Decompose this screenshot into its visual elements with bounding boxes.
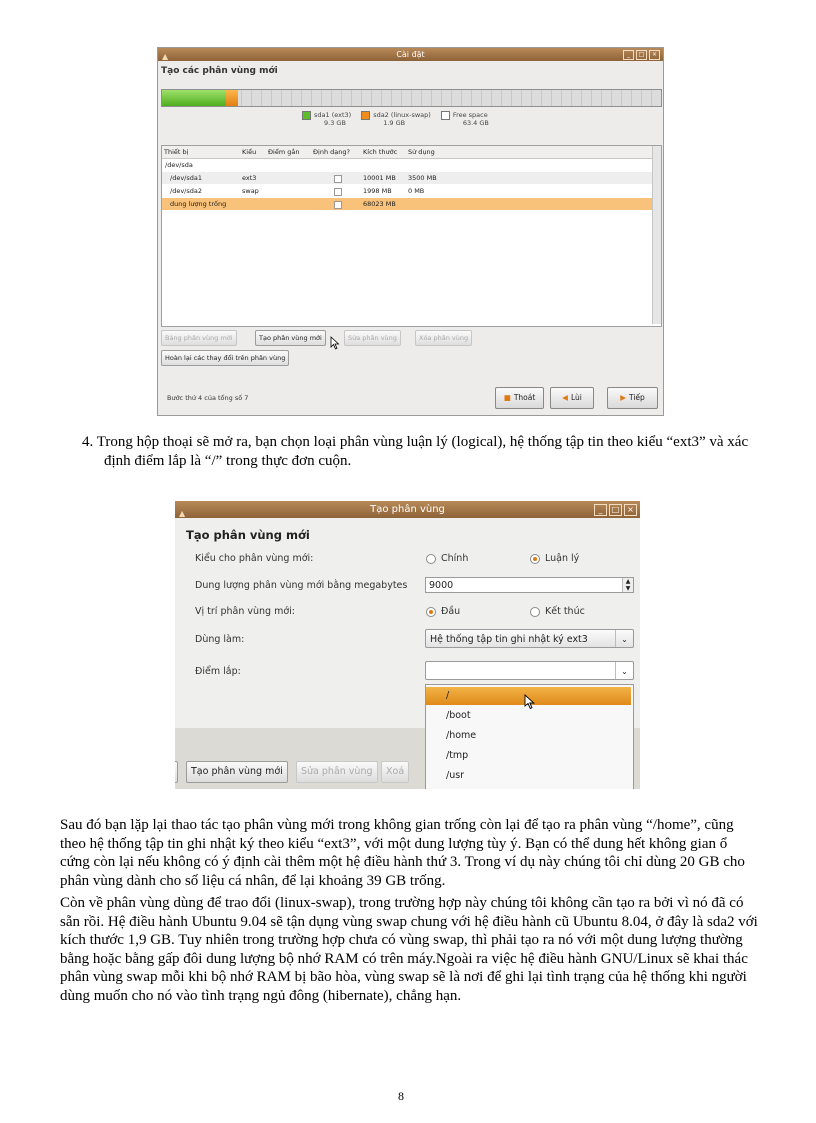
format-checkbox[interactable]: [334, 201, 342, 209]
dialog-window-title: Tạo phân vùng: [370, 504, 445, 515]
mouse-cursor-icon: [330, 336, 340, 350]
location-label: Vị trí phân vùng mới:: [195, 606, 295, 617]
legend-size: 63.4 GB: [462, 119, 489, 127]
new-partition-button[interactable]: Tạo phân vùng mới: [186, 761, 288, 783]
row-type: swap: [242, 187, 259, 195]
legend-free: [441, 111, 489, 127]
col-format[interactable]: Định dạng?: [311, 146, 362, 159]
size-value: 9000: [429, 580, 454, 591]
new-partition-button[interactable]: Tạo phân vùng mới: [255, 330, 326, 346]
edit-partition-button[interactable]: Sửa phân vùng: [296, 761, 378, 783]
chevron-down-icon[interactable]: ⌄: [615, 662, 633, 679]
partition-legend: [302, 111, 489, 127]
row-size: 68023 MB: [363, 200, 396, 208]
size-spinner[interactable]: ▲ ▼: [622, 578, 633, 592]
radio-circle[interactable]: [426, 554, 436, 564]
row-device: /dev/sda: [165, 161, 193, 169]
mount-option-tmp[interactable]: /tmp: [446, 750, 469, 761]
mount-option-boot[interactable]: /boot: [446, 710, 471, 721]
close-icon[interactable]: ×: [649, 50, 660, 60]
revert-button[interactable]: Hoàn lại các thay đổi trên phân vùng: [161, 350, 289, 366]
back-button[interactable]: [550, 387, 594, 409]
legend-size: 1.9 GB: [383, 119, 406, 127]
partition-bar-sda2: [226, 90, 238, 106]
mount-option-usr[interactable]: /usr: [446, 770, 465, 781]
create-partition-screenshot: [175, 501, 640, 789]
row-device: /dev/sda2: [170, 187, 202, 195]
location-begin-radio[interactable]: [426, 606, 460, 617]
hidden-button-edge: [175, 761, 178, 783]
maximize-icon[interactable]: □: [636, 50, 647, 60]
row-size: 1998 MB: [363, 187, 392, 195]
delete-partition-button[interactable]: Xoá: [381, 761, 409, 783]
row-device: dung lượng trống: [170, 200, 227, 208]
radio-label: Đầu: [441, 606, 461, 617]
close-icon[interactable]: ×: [624, 504, 637, 516]
legend-label: sda2 (linux-swap): [373, 111, 431, 119]
use-as-label: Dùng làm:: [195, 634, 245, 645]
type-primary-radio[interactable]: [426, 553, 468, 564]
table-row-selected[interactable]: [162, 198, 652, 210]
paragraph-1: Sau đó bạn lặp lại thao tác tạo phân vùng mới trong không gian trống còn lại để tạo ra phân vùng “/home”, cũng theo hệ thống tập tin ghi nhật ký theo kiểu “ext3”, với một dung lượng tùy ý. Bạn có thể dung hết không gian ổ cứng còn lại nếu không có ý định cài thêm một hệ điều hành thứ 3. Trong ví dụ này chúng tôi chỉ dùng 20 GB cho phân vùng dành cho số liệu cá nhân, để lại khoảng 39 GB trống.: [60, 817, 745, 889]
partition-table[interactable]: [161, 145, 662, 327]
col-type[interactable]: Kiểu: [240, 146, 267, 159]
minimize-icon[interactable]: _: [594, 504, 607, 516]
ubuntu-logo-icon: ▲: [179, 509, 186, 518]
table-scrollbar[interactable]: [652, 146, 661, 324]
mount-select[interactable]: [425, 661, 634, 680]
table-row[interactable]: [162, 172, 652, 184]
maximize-icon[interactable]: □: [609, 504, 622, 516]
row-device: /dev/sda1: [170, 174, 202, 182]
radio-label: Luận lý: [545, 553, 580, 564]
mount-option-home[interactable]: /home: [446, 730, 477, 741]
step-indicator: Bước thứ 4 của tổng số 7: [167, 394, 249, 402]
paragraph-2: Còn về phân vùng dùng để trao đổi (linux-swap), trong trường hợp này chúng tôi không cần tạo ra bởi vì nó đã có sẵn rồi. Hệ điều hành Ubuntu 9.04 sẽ tận dụng vùng swap chung với hệ điều hành cũ Ubuntu 8.04, ở đây là sda2 với kích thước 1,9 GB. Tuy nhiên trong trường hợp chưa có vùng swap, thì phải tạo ra nó với một dung lượng thường bằng hoặc bằng gấp đôi dung lượng bộ nhớ RAM có trên máy.Ngoài ra việc hệ điều hành GNU/Linux sẽ khai thác phân vùng swap mỗi khi bộ nhớ RAM bị bão hòa, vùng swap sẽ là nơi để ghi lại tình trạng của hệ thống khi người dùng muốn cho nó vào tình trạng ngủ đông (hibernate), chẳng hạn.: [60, 895, 758, 1004]
partition-bar: [161, 89, 662, 107]
back-label: Lùi: [570, 393, 582, 402]
ubuntu-logo-icon: ▲: [162, 52, 169, 61]
delete-partition-button[interactable]: Xóa phân vùng: [415, 330, 472, 346]
format-checkbox[interactable]: [334, 175, 342, 183]
partition-bar-sda1: [162, 90, 226, 106]
minimize-icon[interactable]: _: [623, 50, 634, 60]
type-logical-radio[interactable]: [530, 553, 579, 564]
step-4-paragraph: [82, 433, 772, 470]
location-end-radio[interactable]: [530, 606, 585, 617]
col-device[interactable]: Thiết bị: [162, 146, 241, 159]
legend-swatch-sda1: [302, 111, 311, 120]
legend-swatch-sda2: [361, 111, 370, 120]
quit-icon: ■: [503, 393, 511, 402]
back-arrow-icon: ◀: [562, 393, 568, 402]
legend-label: sda1 (ext3): [314, 111, 352, 119]
table-row[interactable]: [162, 185, 652, 197]
legend-size: 9.3 GB: [324, 119, 346, 127]
next-arrow-icon: ▶: [620, 393, 626, 402]
dialog-heading: Tạo phân vùng mới: [186, 528, 310, 542]
dialog-titlebar: [175, 501, 640, 518]
quit-label: Thoát: [513, 393, 536, 402]
legend-sda1: [302, 111, 351, 127]
radio-circle[interactable]: [530, 607, 540, 617]
radio-circle[interactable]: [530, 554, 540, 564]
mouse-cursor-icon: [524, 694, 536, 710]
row-type: ext3: [242, 174, 257, 182]
installer-window-title: Cài đặt: [396, 50, 425, 59]
mount-option-root[interactable]: /: [426, 687, 631, 705]
next-button[interactable]: [607, 387, 658, 409]
legend-swatch-free: [441, 111, 450, 120]
col-mount[interactable]: Điểm gắn: [266, 146, 312, 159]
next-label: Tiếp: [628, 393, 645, 402]
legend-label: Free space: [452, 111, 488, 119]
step-4-text: 4. Trong hộp thoại sẽ mở ra, bạn chọn loại phân vùng luận lý (logical), hệ thống tập tin theo kiểu “ext3” và xác định điểm lắp là “/” trong thực đơn cuộn.: [82, 434, 749, 469]
use-as-value: Hệ thống tập tin ghi nhật ký ext3: [430, 634, 588, 645]
row-size: 10001 MB: [363, 174, 396, 182]
mount-label: Điểm lắp:: [195, 666, 241, 677]
new-table-button[interactable]: Bảng phân vùng mới: [161, 330, 237, 346]
col-used[interactable]: Sử dụng: [406, 146, 652, 159]
use-as-select[interactable]: [425, 629, 634, 648]
quit-button[interactable]: [495, 387, 544, 409]
edit-partition-button[interactable]: Sửa phân vùng: [344, 330, 401, 346]
row-used: 0 MB: [408, 187, 425, 195]
size-label: Dung lượng phân vùng mới bằng megabytes: [195, 580, 408, 591]
installer-screenshot: [157, 47, 664, 416]
radio-label: Kết thúc: [545, 606, 585, 617]
format-checkbox[interactable]: [334, 188, 342, 196]
page-number: 8: [398, 1089, 404, 1103]
radio-circle[interactable]: [426, 607, 436, 617]
col-size[interactable]: Kích thước: [361, 146, 407, 159]
installer-heading: Tạo các phân vùng mới: [161, 66, 278, 76]
chevron-down-icon[interactable]: ⌄: [615, 630, 633, 647]
type-label: Kiểu cho phân vùng mới:: [195, 553, 314, 564]
row-used: 3500 MB: [408, 174, 437, 182]
size-input[interactable]: [425, 577, 634, 593]
installer-titlebar: [158, 48, 663, 61]
legend-sda2: [361, 111, 431, 127]
radio-label: Chính: [441, 553, 469, 564]
table-row[interactable]: [162, 159, 652, 171]
